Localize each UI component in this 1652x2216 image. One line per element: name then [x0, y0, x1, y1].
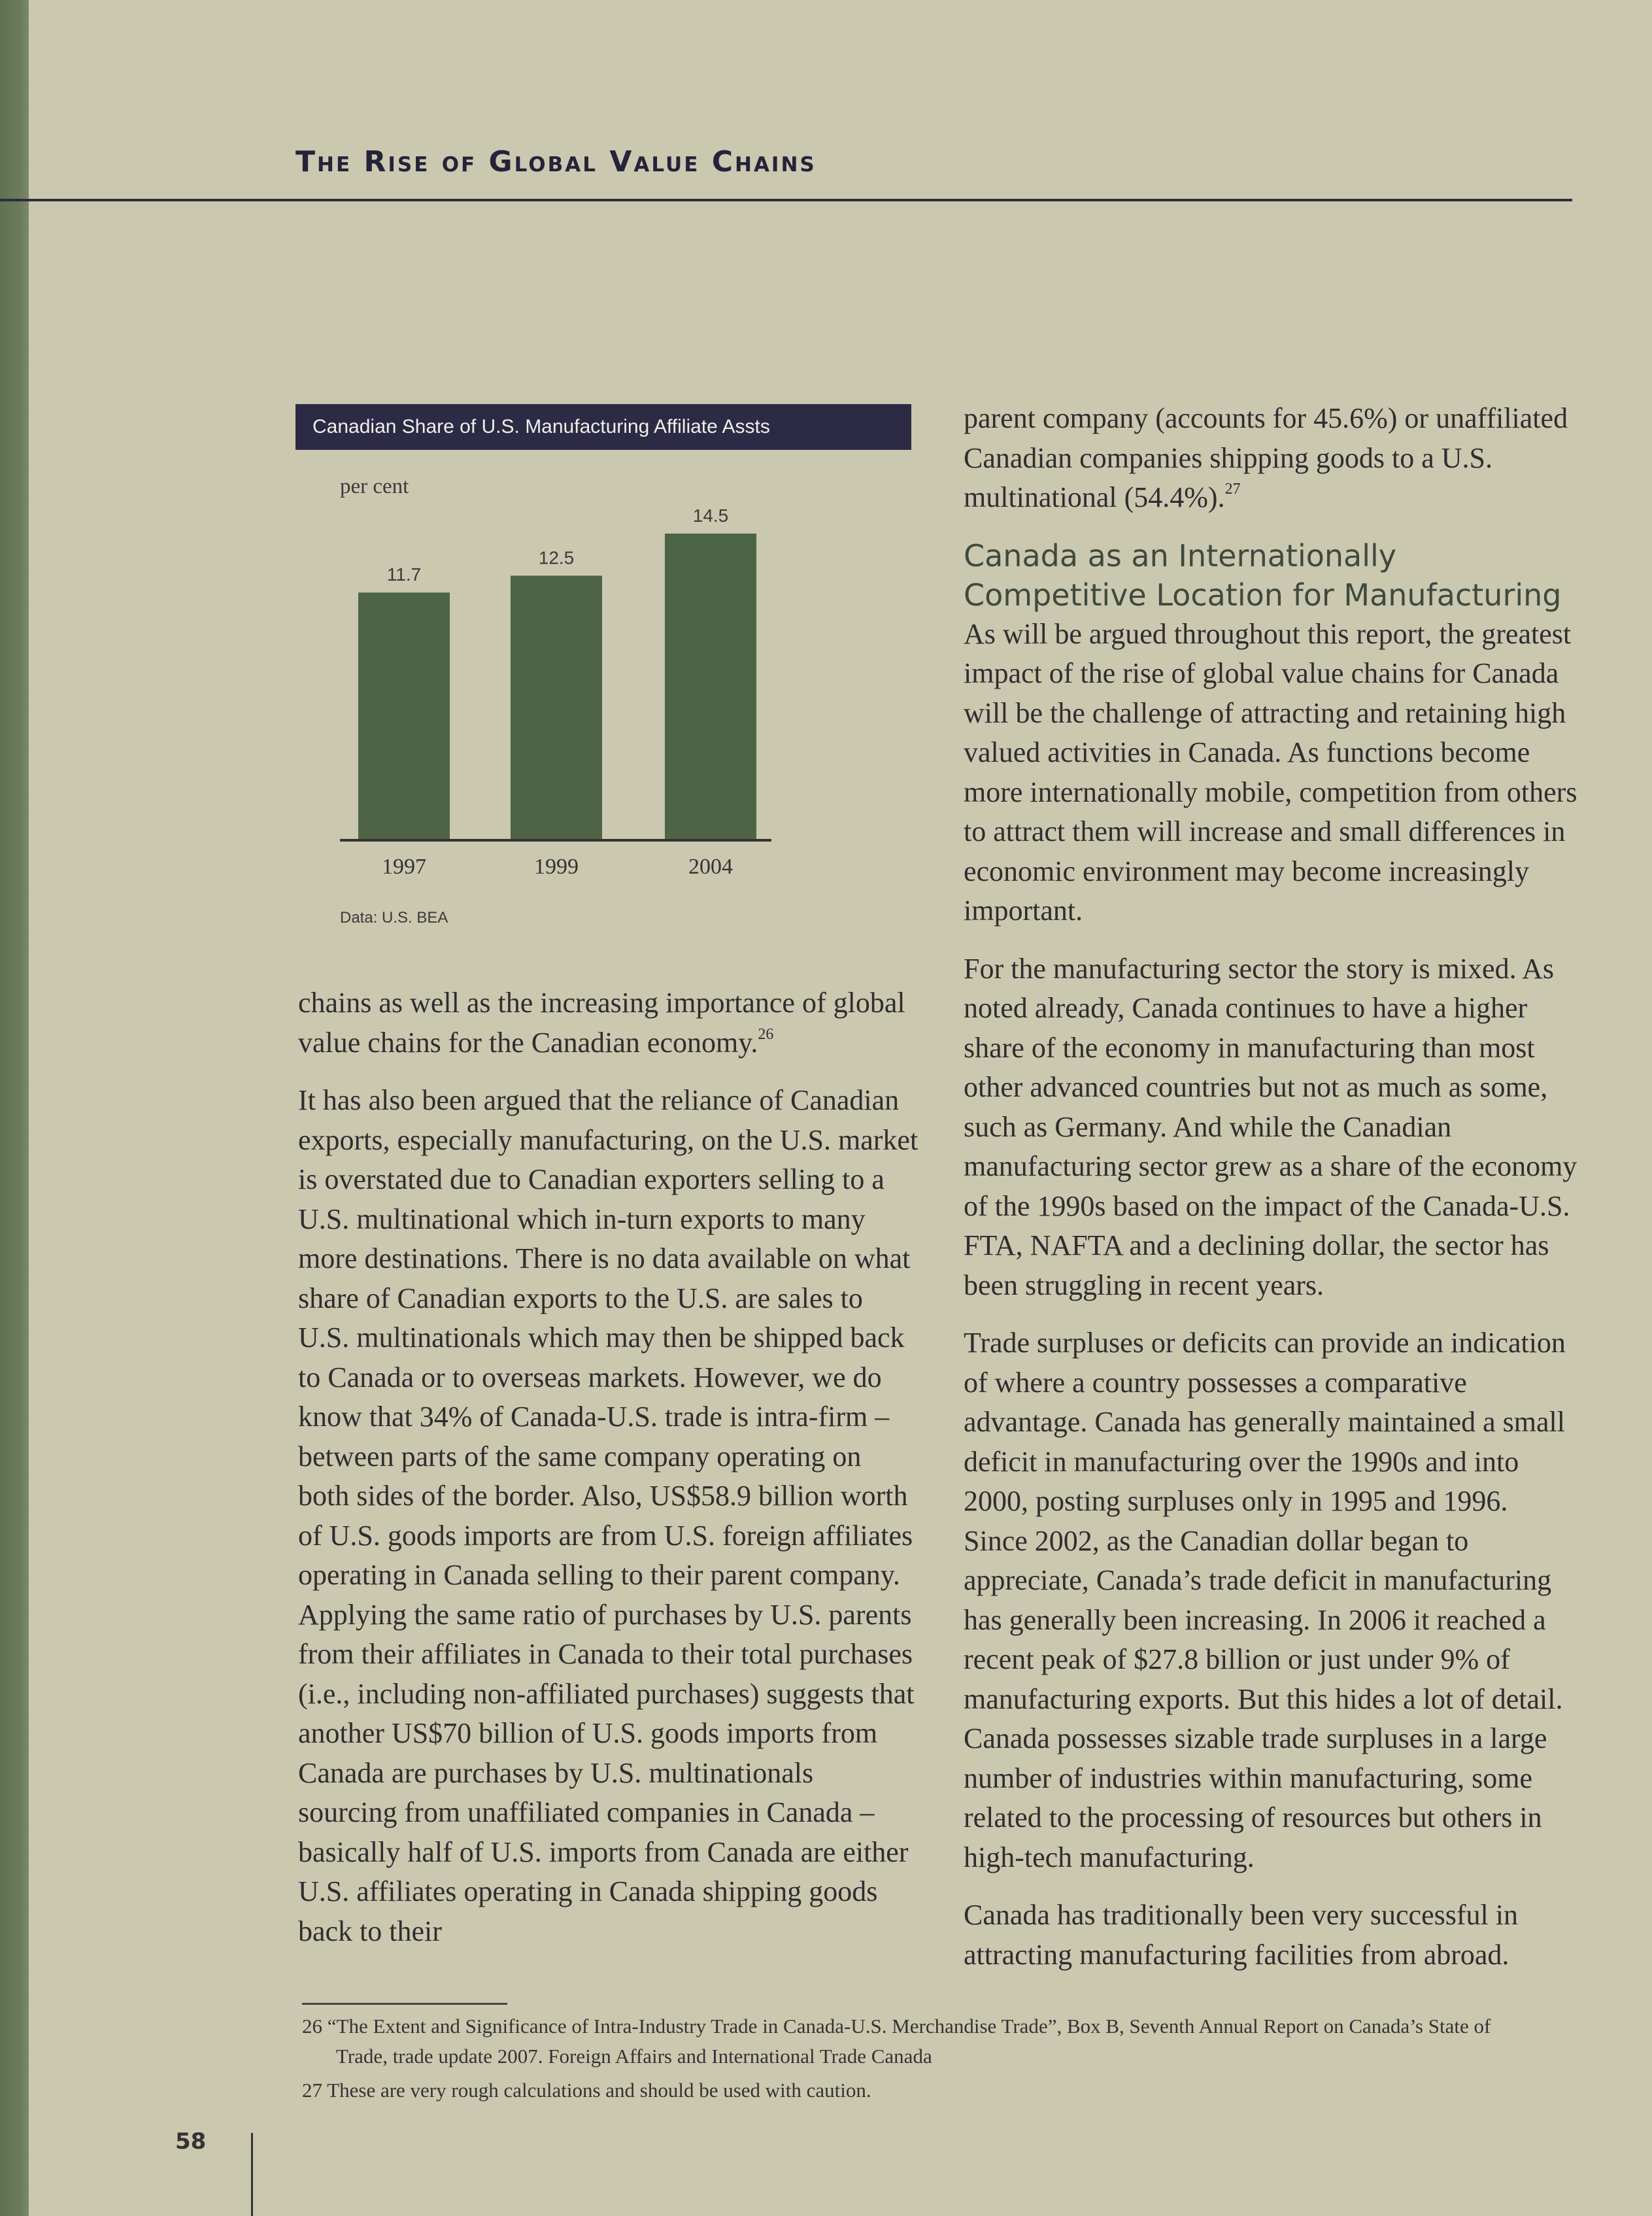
- chart-title: Canadian Share of U.S. Manufacturing Affiliate Assts: [295, 404, 911, 450]
- x-tick-label: 1999: [534, 855, 579, 879]
- footnote-26: 26 “The Extent and Significance of Intra-Industry Trade in Canada-U.S. Merchandise Trade”, Box B, Seventh Annual Report on Canada’s State of Trade, trade update 2007. Foreign Affairs and International Trade Canada: [302, 2015, 1491, 2068]
- right-column: [964, 399, 1578, 1993]
- chart-source: Data: U.S. BEA: [340, 909, 448, 927]
- bar-value-label: 11.7: [386, 564, 422, 585]
- right-paragraph-5: Canada has traditionally been very successful in attracting manufacturing facilities from abroad.: [964, 1899, 1518, 1971]
- bar-2004: [665, 534, 756, 839]
- left-paragraph-1: [298, 983, 919, 1063]
- bar-1997: [358, 592, 450, 839]
- x-tick-label: 2004: [688, 855, 733, 879]
- footnotes: [302, 2011, 1544, 2109]
- page-number: 58: [175, 2128, 207, 2155]
- footnote-ref-26: 26: [758, 1025, 774, 1043]
- right-paragraph-4: Trade surpluses or deficits can provide an indication of where a country possesses a comparative advantage. Canada has generally maintained a small deficit in manufacturing over the 1990s and into 2000, posting surpluses only in 1995 and 1996. Since 2002, as the Canadian dollar began to appreciate, Canada’s trade deficit in manufacturing has generally been increasing. In 2006 it reached a recent peak of $27.8 billion or just under 9% of manufacturing exports. But this hides a lot of detail. Canada possesses sizable trade surpluses in a large number of industries within manufacturing, some related to the processing of resources but others in high-tech manufacturing.: [964, 1327, 1566, 1873]
- right-paragraph-1: [964, 399, 1578, 518]
- right-paragraph-2: As will be argued throughout this report, the greatest impact of the rise of global value chains for Canada will be the challenge of attracting and retaining high valued activities in Canada. As functions become more internationally mobile, competition from others to attract them will increase and small differences in economic environment may become increasingly important.: [964, 617, 1577, 927]
- bar-value-label: 12.5: [538, 547, 575, 568]
- footnote-27: 27 These are very rough calculations and should be used with caution.: [302, 2079, 871, 2102]
- page-number-rule: [251, 2133, 253, 2216]
- section-heading: Canada as an Internationally Competitive Location for Manufacturing: [964, 537, 1562, 613]
- chart: [295, 404, 911, 940]
- left-paragraph-1-text: chains as well as the increasing importance of global value chains for the Canadian economy.: [298, 987, 905, 1059]
- footnote-ref-27: 27: [1224, 481, 1241, 498]
- page-spine-strip: [0, 0, 29, 2216]
- left-paragraph-2: It has also been argued that the reliance of Canadian exports, especially manufacturing, on the U.S. market is overstated due to Canadian exporters selling to a U.S. multinational which in-turn exports to many more destinations. There is no data available on what share of Canadian exports to the U.S. are sales to U.S. multinationals which may then be shipped back to Canada or to overseas markets. However, we do know that 34% of Canada-U.S. trade is intra-firm – between parts of the same company operating on both sides of the border. Also, US$58.9 billion worth of U.S. goods imports are from U.S. foreign affiliates operating in Canada selling to their parent company. Applying the same ratio of purchases by U.S. parents from their affiliates in Canada to their total purchases (i.e., including non-affiliated purchases) suggests that another US$70 billion of U.S. goods imports from Canada are purchases by U.S. multinationals sourcing from unaffiliated companies in Canada – basically half of U.S. imports from Canada are either U.S. affiliates operating in Canada shipping goods back to their: [298, 1084, 919, 1947]
- bar-1999: [511, 575, 602, 839]
- running-header-title: The Rise of Global Value Chains: [295, 145, 817, 179]
- header-rule: [0, 199, 1572, 201]
- right-paragraph-3: For the manufacturing sector the story is mixed. As noted already, Canada continues to have a higher share of the economy in manufacturing than most other advanced countries but not as much as some, such as Germany. And while the Canadian manufacturing sector grew as a share of the economy of the 1990s based on the impact of the Canada-U.S. FTA, NAFTA and a declining dollar, the sector has been struggling in recent years.: [964, 952, 1577, 1301]
- footnote-rule: [302, 2003, 507, 2005]
- x-tick-label: 1997: [382, 855, 426, 879]
- right-paragraph-1-text: parent company (accounts for 45.6%) or unaffiliated Canadian companies shipping goods to a U.S. multinational (54.4%).: [964, 402, 1568, 513]
- chart-unit-label: per cent: [340, 475, 409, 498]
- left-column: [298, 983, 919, 1969]
- bar-value-label: 14.5: [692, 505, 729, 526]
- chart-plot: [295, 404, 911, 940]
